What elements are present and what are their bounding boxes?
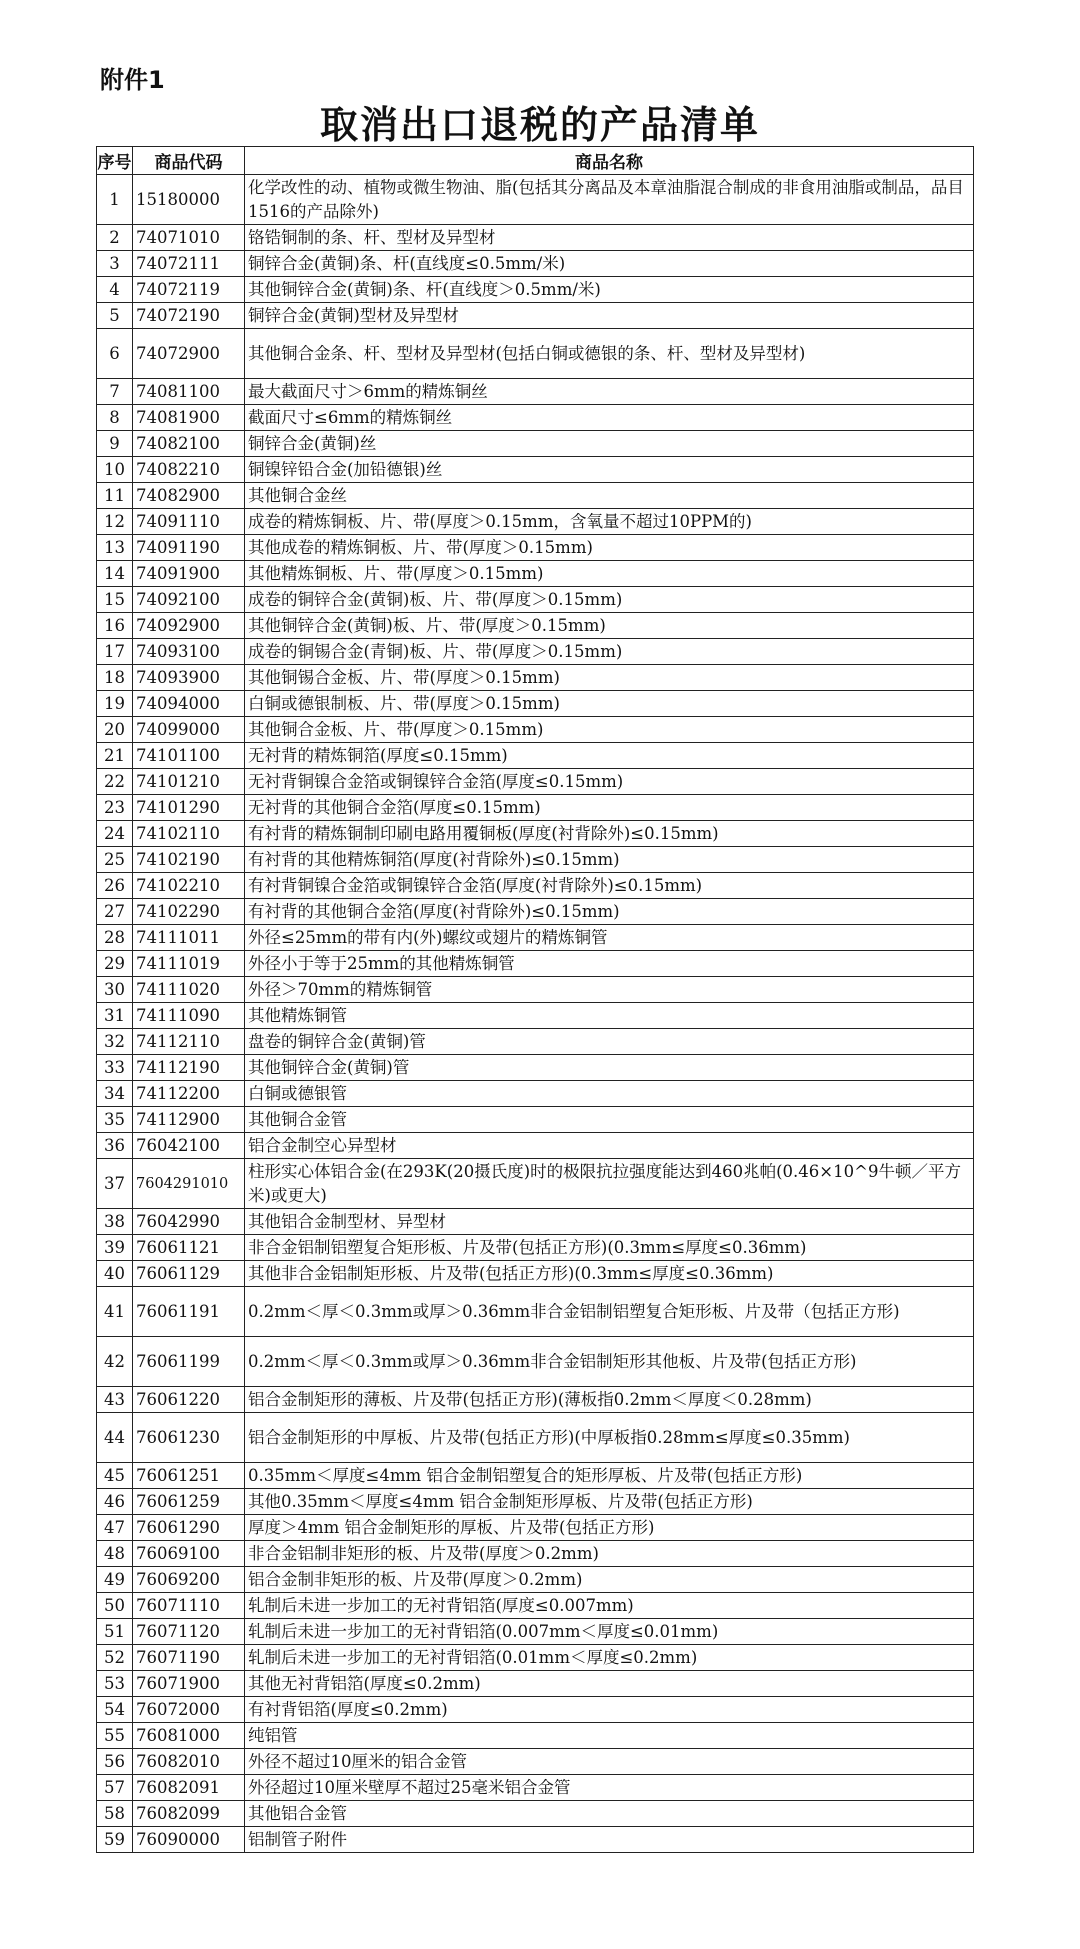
product-code: 76071190: [133, 1645, 245, 1671]
product-name: 有衬背的其他精炼铜箔(厚度(衬背除外)≤0.15mm): [245, 847, 974, 873]
product-code: 74092900: [133, 613, 245, 639]
product-code: 76042990: [133, 1209, 245, 1235]
row-number: 54: [97, 1697, 133, 1723]
product-code: 74092100: [133, 587, 245, 613]
table-row: [97, 1029, 974, 1055]
product-name: 其他铜锌合金(黄铜)条、杆(直线度＞0.5mm/米): [245, 277, 974, 303]
product-name: 铜锌合金(黄铜)型材及异型材: [245, 303, 974, 329]
product-name: 无衬背铜镍合金箔或铜镍锌合金箔(厚度≤0.15mm): [245, 769, 974, 795]
row-number: 8: [97, 405, 133, 431]
table-row: [97, 1463, 974, 1489]
row-number: 35: [97, 1107, 133, 1133]
row-number: 25: [97, 847, 133, 873]
product-name: 非合金铝制非矩形的板、片及带(厚度＞0.2mm): [245, 1541, 974, 1567]
product-name: 无衬背的精炼铜箔(厚度≤0.15mm): [245, 743, 974, 769]
product-name: 盘卷的铜锌合金(黄铜)管: [245, 1029, 974, 1055]
product-code: 74112200: [133, 1081, 245, 1107]
product-name: 柱形实心体铝合金(在293K(20摄氏度)时的极限抗拉强度能达到460兆帕(0.46×10^9牛顿／平方米)或更大): [245, 1159, 974, 1209]
product-code: 74072119: [133, 277, 245, 303]
table-row: [97, 665, 974, 691]
product-code: 76082010: [133, 1749, 245, 1775]
attachment-label: 附件1: [100, 66, 165, 94]
table-row: [97, 251, 974, 277]
table-row: [97, 639, 974, 665]
product-name: 其他铜锌合金(黄铜)管: [245, 1055, 974, 1081]
table-row: [97, 1515, 974, 1541]
product-name: 铝合金制空心异型材: [245, 1133, 974, 1159]
row-number: 21: [97, 743, 133, 769]
row-number: 47: [97, 1515, 133, 1541]
product-name: 有衬背铜镍合金箔或铜镍锌合金箔(厚度(衬背除外)≤0.15mm): [245, 873, 974, 899]
product-code: 74102110: [133, 821, 245, 847]
product-name: 有衬背的精炼铜制印刷电路用覆铜板(厚度(衬背除外)≤0.15mm): [245, 821, 974, 847]
row-number: 39: [97, 1235, 133, 1261]
table-row: [97, 277, 974, 303]
row-number: 7: [97, 379, 133, 405]
product-code: 76090000: [133, 1827, 245, 1853]
product-code: 74111019: [133, 951, 245, 977]
product-code: 76069200: [133, 1567, 245, 1593]
product-code: 76061121: [133, 1235, 245, 1261]
table-row: [97, 1209, 974, 1235]
product-code: 76071120: [133, 1619, 245, 1645]
row-number: 6: [97, 329, 133, 379]
table-row: [97, 1697, 974, 1723]
product-name: 外径＞70mm的精炼铜管: [245, 977, 974, 1003]
product-code: 76081000: [133, 1723, 245, 1749]
table-row: [97, 847, 974, 873]
row-number: 27: [97, 899, 133, 925]
row-number: 44: [97, 1413, 133, 1463]
row-number: 40: [97, 1261, 133, 1287]
product-code: 76061191: [133, 1287, 245, 1337]
table-row: [97, 1749, 974, 1775]
product-code: 74072900: [133, 329, 245, 379]
table-row: [97, 1107, 974, 1133]
product-code: 76061259: [133, 1489, 245, 1515]
row-number: 12: [97, 509, 133, 535]
table-row: [97, 1723, 974, 1749]
table-row: [97, 925, 974, 951]
product-code: 76071110: [133, 1593, 245, 1619]
product-code: 76069100: [133, 1541, 245, 1567]
table-row: [97, 303, 974, 329]
row-number: 2: [97, 225, 133, 251]
table-row: [97, 1775, 974, 1801]
table-header-row: [97, 147, 974, 175]
product-name: 铜锌合金(黄铜)丝: [245, 431, 974, 457]
table-row: [97, 1671, 974, 1697]
product-name: 成卷的精炼铜板、片、带(厚度＞0.15mm，含氧量不超过10PPM的): [245, 509, 974, 535]
product-code: 74093900: [133, 665, 245, 691]
row-number: 32: [97, 1029, 133, 1055]
row-number: 52: [97, 1645, 133, 1671]
row-number: 48: [97, 1541, 133, 1567]
row-number: 13: [97, 535, 133, 561]
table-row: [97, 1593, 974, 1619]
row-number: 57: [97, 1775, 133, 1801]
product-name: 其他铜合金丝: [245, 483, 974, 509]
product-code: 76061251: [133, 1463, 245, 1489]
table-row: [97, 379, 974, 405]
table-row: [97, 977, 974, 1003]
table-row: [97, 1801, 974, 1827]
table-row: [97, 1567, 974, 1593]
product-code: 74101210: [133, 769, 245, 795]
row-number: 50: [97, 1593, 133, 1619]
table-row: [97, 587, 974, 613]
table-row: [97, 1645, 974, 1671]
row-number: 41: [97, 1287, 133, 1337]
product-name: 成卷的铜锡合金(青铜)板、片、带(厚度＞0.15mm): [245, 639, 974, 665]
row-number: 37: [97, 1159, 133, 1209]
row-number: 34: [97, 1081, 133, 1107]
table-row: [97, 1235, 974, 1261]
table-row: [97, 1003, 974, 1029]
product-name: 有衬背铝箔(厚度≤0.2mm): [245, 1697, 974, 1723]
product-name: 截面尺寸≤6mm的精炼铜丝: [245, 405, 974, 431]
product-name: 其他精炼铜板、片、带(厚度＞0.15mm): [245, 561, 974, 587]
table-row: [97, 225, 974, 251]
table-row: [97, 175, 974, 225]
product-name: 铝合金制矩形的薄板、片及带(包括正方形)(薄板指0.2mm＜厚度＜0.28mm): [245, 1387, 974, 1413]
product-code: 76082099: [133, 1801, 245, 1827]
table-row: [97, 329, 974, 379]
row-number: 36: [97, 1133, 133, 1159]
table-row: [97, 1081, 974, 1107]
product-name: 其他无衬背铝箔(厚度≤0.2mm): [245, 1671, 974, 1697]
product-name: 其他成卷的精炼铜板、片、带(厚度＞0.15mm): [245, 535, 974, 561]
product-name: 白铜或德银管: [245, 1081, 974, 1107]
product-name: 其他铜合金管: [245, 1107, 974, 1133]
product-name: 铝合金制矩形的中厚板、片及带(包括正方形)(中厚板指0.28mm≤厚度≤0.35mm): [245, 1413, 974, 1463]
row-number: 26: [97, 873, 133, 899]
product-name: 外径超过10厘米壁厚不超过25毫米铝合金管: [245, 1775, 974, 1801]
product-code: 74099000: [133, 717, 245, 743]
product-name: 0.35mm＜厚度≤4mm 铝合金制铝塑复合的矩形厚板、片及带(包括正方形): [245, 1463, 974, 1489]
product-name: 铜镍锌铅合金(加铅德银)丝: [245, 457, 974, 483]
row-number: 20: [97, 717, 133, 743]
row-number: 24: [97, 821, 133, 847]
table-row: [97, 795, 974, 821]
table-row: [97, 1287, 974, 1337]
row-number: 19: [97, 691, 133, 717]
row-number: 9: [97, 431, 133, 457]
table-row: [97, 483, 974, 509]
row-number: 31: [97, 1003, 133, 1029]
row-number: 56: [97, 1749, 133, 1775]
product-name: 非合金铝制铝塑复合矩形板、片及带(包括正方形)(0.3mm≤厚度≤0.36mm): [245, 1235, 974, 1261]
row-number: 33: [97, 1055, 133, 1081]
product-name: 其他铜合金板、片、带(厚度＞0.15mm): [245, 717, 974, 743]
table-row: [97, 1133, 974, 1159]
product-code: 76042100: [133, 1133, 245, 1159]
product-code: 74081900: [133, 405, 245, 431]
row-number: 55: [97, 1723, 133, 1749]
product-code: 74072190: [133, 303, 245, 329]
row-number: 59: [97, 1827, 133, 1853]
table-row: [97, 535, 974, 561]
product-code: 74072111: [133, 251, 245, 277]
product-code: 76061230: [133, 1413, 245, 1463]
row-number: 49: [97, 1567, 133, 1593]
product-name: 0.2mm＜厚＜0.3mm或厚＞0.36mm非合金铝制矩形其他板、片及带(包括正方形): [245, 1337, 974, 1387]
product-name: 最大截面尺寸＞6mm的精炼铜丝: [245, 379, 974, 405]
row-number: 23: [97, 795, 133, 821]
table-row: [97, 1159, 974, 1209]
product-name: 外径不超过10厘米的铝合金管: [245, 1749, 974, 1775]
table-row: [97, 717, 974, 743]
product-name: 其他铝合金制型材、异型材: [245, 1209, 974, 1235]
product-name: 其他铜合金条、杆、型材及异型材(包括白铜或德银的条、杆、型材及异型材): [245, 329, 974, 379]
table-row: [97, 1619, 974, 1645]
table-row: [97, 873, 974, 899]
product-code: 74102290: [133, 899, 245, 925]
table-row: [97, 1413, 974, 1463]
table-row: [97, 769, 974, 795]
row-number: 11: [97, 483, 133, 509]
product-name: 白铜或德银制板、片、带(厚度＞0.15mm): [245, 691, 974, 717]
row-number: 46: [97, 1489, 133, 1515]
product-code: 7604291010: [133, 1159, 245, 1209]
product-name: 轧制后未进一步加工的无衬背铝箔(0.007mm＜厚度≤0.01mm): [245, 1619, 974, 1645]
product-code: 74101100: [133, 743, 245, 769]
product-code: 74101290: [133, 795, 245, 821]
table-row: [97, 821, 974, 847]
product-code: 74094000: [133, 691, 245, 717]
product-name: 其他0.35mm＜厚度≤4mm 铝合金制矩形厚板、片及带(包括正方形): [245, 1489, 974, 1515]
product-code: 74091110: [133, 509, 245, 535]
table-row: [97, 691, 974, 717]
table-row: [97, 561, 974, 587]
table-row: [97, 509, 974, 535]
table-row: [97, 431, 974, 457]
product-code: 74081100: [133, 379, 245, 405]
product-code: 74112190: [133, 1055, 245, 1081]
product-name: 外径≤25mm的带有内(外)螺纹或翅片的精炼铜管: [245, 925, 974, 951]
table-row: [97, 405, 974, 431]
product-name: 其他铜锡合金板、片、带(厚度＞0.15mm): [245, 665, 974, 691]
product-code: 74082100: [133, 431, 245, 457]
product-code: 76061290: [133, 1515, 245, 1541]
product-code: 74112110: [133, 1029, 245, 1055]
row-number: 16: [97, 613, 133, 639]
product-code: 74093100: [133, 639, 245, 665]
table-row: [97, 1387, 974, 1413]
table-row: [97, 457, 974, 483]
row-number: 5: [97, 303, 133, 329]
row-number: 29: [97, 951, 133, 977]
row-number: 4: [97, 277, 133, 303]
row-number: 3: [97, 251, 133, 277]
product-name: 外径小于等于25mm的其他精炼铜管: [245, 951, 974, 977]
product-code: 74102190: [133, 847, 245, 873]
table-body: [97, 175, 974, 1853]
row-number: 30: [97, 977, 133, 1003]
table-row: [97, 1261, 974, 1287]
product-name: 轧制后未进一步加工的无衬背铝箔(0.01mm＜厚度≤0.2mm): [245, 1645, 974, 1671]
table-row: [97, 951, 974, 977]
row-number: 18: [97, 665, 133, 691]
product-name: 铬锆铜制的条、杆、型材及异型材: [245, 225, 974, 251]
row-number: 58: [97, 1801, 133, 1827]
product-name: 成卷的铜锌合金(黄铜)板、片、带(厚度＞0.15mm): [245, 587, 974, 613]
row-number: 45: [97, 1463, 133, 1489]
row-number: 42: [97, 1337, 133, 1387]
row-number: 10: [97, 457, 133, 483]
product-name: 铝合金制非矩形的板、片及带(厚度＞0.2mm): [245, 1567, 974, 1593]
product-name: 化学改性的动、植物或微生物油、脂(包括其分离品及本章油脂混合制成的非食用油脂或制品，品目1516的产品除外): [245, 175, 974, 225]
table-row: [97, 1541, 974, 1567]
row-number: 15: [97, 587, 133, 613]
row-number: 53: [97, 1671, 133, 1697]
table-row: [97, 613, 974, 639]
table-row: [97, 1055, 974, 1081]
row-number: 28: [97, 925, 133, 951]
product-name: 其他铝合金管: [245, 1801, 974, 1827]
product-code: 74112900: [133, 1107, 245, 1133]
product-code: 74111020: [133, 977, 245, 1003]
product-name: 轧制后未进一步加工的无衬背铝箔(厚度≤0.007mm): [245, 1593, 974, 1619]
product-code: 74091900: [133, 561, 245, 587]
table-row: [97, 1827, 974, 1853]
product-name: 0.2mm＜厚＜0.3mm或厚＞0.36mm非合金铝制铝塑复合矩形板、片及带（包括正方形): [245, 1287, 974, 1337]
product-code: 15180000: [133, 175, 245, 225]
row-number: 1: [97, 175, 133, 225]
product-code: 76082091: [133, 1775, 245, 1801]
product-name: 厚度＞4mm 铝合金制矩形的厚板、片及带(包括正方形): [245, 1515, 974, 1541]
product-name: 铜锌合金(黄铜)条、杆(直线度≤0.5mm/米): [245, 251, 974, 277]
row-number: 22: [97, 769, 133, 795]
row-number: 51: [97, 1619, 133, 1645]
product-name: 其他非合金铝制矩形板、片及带(包括正方形)(0.3mm≤厚度≤0.36mm): [245, 1261, 974, 1287]
column-header-name: 商品名称: [245, 147, 974, 175]
product-table: [96, 146, 974, 1853]
row-number: 43: [97, 1387, 133, 1413]
product-code: 74082210: [133, 457, 245, 483]
product-code: 74071010: [133, 225, 245, 251]
product-code: 74091190: [133, 535, 245, 561]
table-row: [97, 899, 974, 925]
product-code: 74111011: [133, 925, 245, 951]
table-row: [97, 1337, 974, 1387]
product-code: 76061199: [133, 1337, 245, 1387]
row-number: 14: [97, 561, 133, 587]
product-name: 纯铝管: [245, 1723, 974, 1749]
product-code: 76072000: [133, 1697, 245, 1723]
product-name: 其他铜锌合金(黄铜)板、片、带(厚度＞0.15mm): [245, 613, 974, 639]
table-row: [97, 1489, 974, 1515]
product-code: 76071900: [133, 1671, 245, 1697]
product-code: 76061220: [133, 1387, 245, 1413]
product-code: 76061129: [133, 1261, 245, 1287]
product-name: 铝制管子附件: [245, 1827, 974, 1853]
product-code: 74102210: [133, 873, 245, 899]
product-name: 其他精炼铜管: [245, 1003, 974, 1029]
product-name: 有衬背的其他铜合金箔(厚度(衬背除外)≤0.15mm): [245, 899, 974, 925]
product-name: 无衬背的其他铜合金箔(厚度≤0.15mm): [245, 795, 974, 821]
product-code: 74082900: [133, 483, 245, 509]
row-number: 17: [97, 639, 133, 665]
row-number: 38: [97, 1209, 133, 1235]
document-title: 取消出口退税的产品清单: [319, 103, 760, 147]
table-row: [97, 743, 974, 769]
column-header-code: 商品代码: [133, 147, 245, 175]
product-code: 74111090: [133, 1003, 245, 1029]
column-header-no: 序号: [97, 147, 133, 175]
